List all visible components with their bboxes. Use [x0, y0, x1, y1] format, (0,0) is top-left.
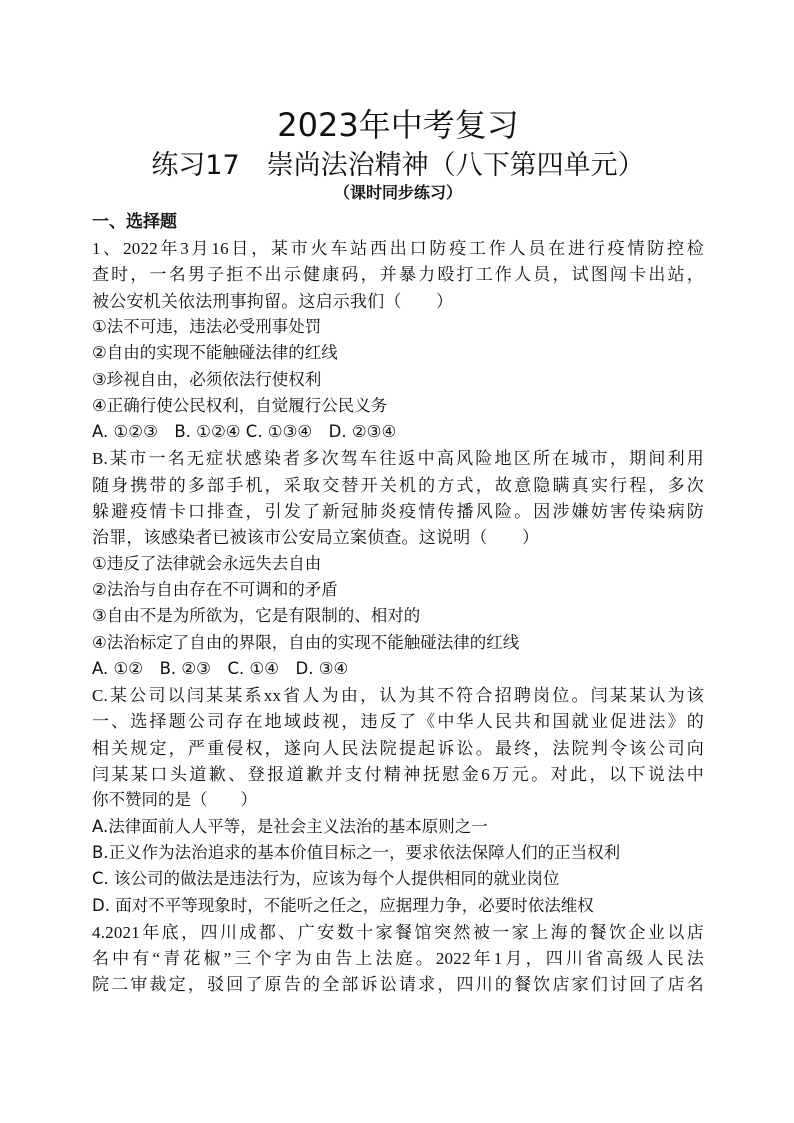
document-subtitle: 练习17 崇尚法治精神（八下第四单元） — [151, 150, 645, 181]
text-line: 院二审裁定，驳回了原告的全部诉讼请求，四川的餐饮店家们讨回了店名 — [92, 975, 704, 995]
document-note: （课时同步练习） — [333, 185, 462, 202]
text-line: ③珍视自由，必须依法行使权利 — [92, 369, 322, 389]
text-line: 治罪，该感染者已被该市公安局立案侦查。这说明（ ） — [92, 528, 540, 548]
text-line: ③自由不是为所欲为，它是有限制的、相对的 — [92, 606, 421, 626]
text-line: ②自由的实现不能触碰法律的红线 — [92, 343, 338, 363]
text-line: ④正确行使公民权利，自觉履行公民义务 — [92, 395, 388, 415]
text-line: 你不赞同的是（ ） — [92, 790, 257, 810]
text-line: D. 面对不平等现象时，不能听之任之，应据理力争，必要时依法维权 — [92, 895, 594, 915]
text-line: A. ①②③ B. ①②④ C. ①③④ D. ②③④ — [92, 422, 397, 442]
text-line: B.正义作为法治追求的基本价值目标之一，要求依法保障人们的正当权利 — [92, 842, 621, 862]
text-line: A. ①② B. ②③ C. ①④ D. ③④ — [92, 658, 349, 678]
text-line: 查时，一名男子拒不出示健康码，并暴力殴打工作人员，试图闯卡出站， — [92, 265, 704, 285]
text-line: ④法治标定了自由的界限，自由的实现不能触碰法律的红线 — [92, 632, 520, 652]
text-line: 随身携带的多部手机，采取交替开关机的方式，故意隐瞒真实行程，多次 — [92, 475, 704, 495]
text-line: ①违反了法律就会永远失去自由 — [92, 553, 322, 573]
document-title: 2023年中考复习 — [277, 106, 519, 144]
text-line: 闫某某口头道歉、登报道歉并支付精神抚慰金6万元。对此，以下说法中 — [92, 765, 704, 784]
text-line: B.某市一名无症状感染者多次驾车往返中高风险地区所在城市，期间利用 — [92, 449, 704, 469]
text-line: A.法律面前人人平等，是社会主义法治的基本原则之一 — [92, 816, 488, 836]
text-line: 1、2022年3月16日，某市火车站西出口防疫工作人员在进行疫情防控检 — [92, 239, 704, 258]
text-line: 被公安机关依法刑事拘留。这启示我们（ ） — [92, 291, 454, 311]
text-line: C. 该公司的做法是违法行为，应该为每个人提供相同的就业岗位 — [92, 869, 560, 889]
text-line: 名中有“青花椒”三个字为由告上法庭。2022年1月，四川省高级人民法 — [92, 949, 704, 969]
text-line: C.某公司以闫某某系xx省人为由，认为其不符合招聘岗位。闫某某认为该 — [92, 686, 704, 706]
section-heading: 一、选择题 — [92, 212, 177, 231]
text-line: 一、选择题公司存在地域歧视，违反了《中华人民共和国就业促进法》的 — [92, 712, 704, 732]
text-line: 躲避疫情卡口排查，引发了新冠肺炎疫情传播风险。因涉嫌妨害传染病防 — [92, 502, 704, 521]
text-line: ②法治与自由存在不可调和的矛盾 — [92, 579, 338, 599]
text-line: 相关规定，严重侵权，遂向人民法院提起诉讼。最终，法院判令该公司向 — [92, 738, 704, 758]
text-line: ①法不可违，违法必受刑事处罚 — [92, 316, 322, 336]
text-line: 4.2021年底，四川成都、广安数十家餐馆突然被一家上海的餐饮企业以店 — [92, 922, 704, 942]
